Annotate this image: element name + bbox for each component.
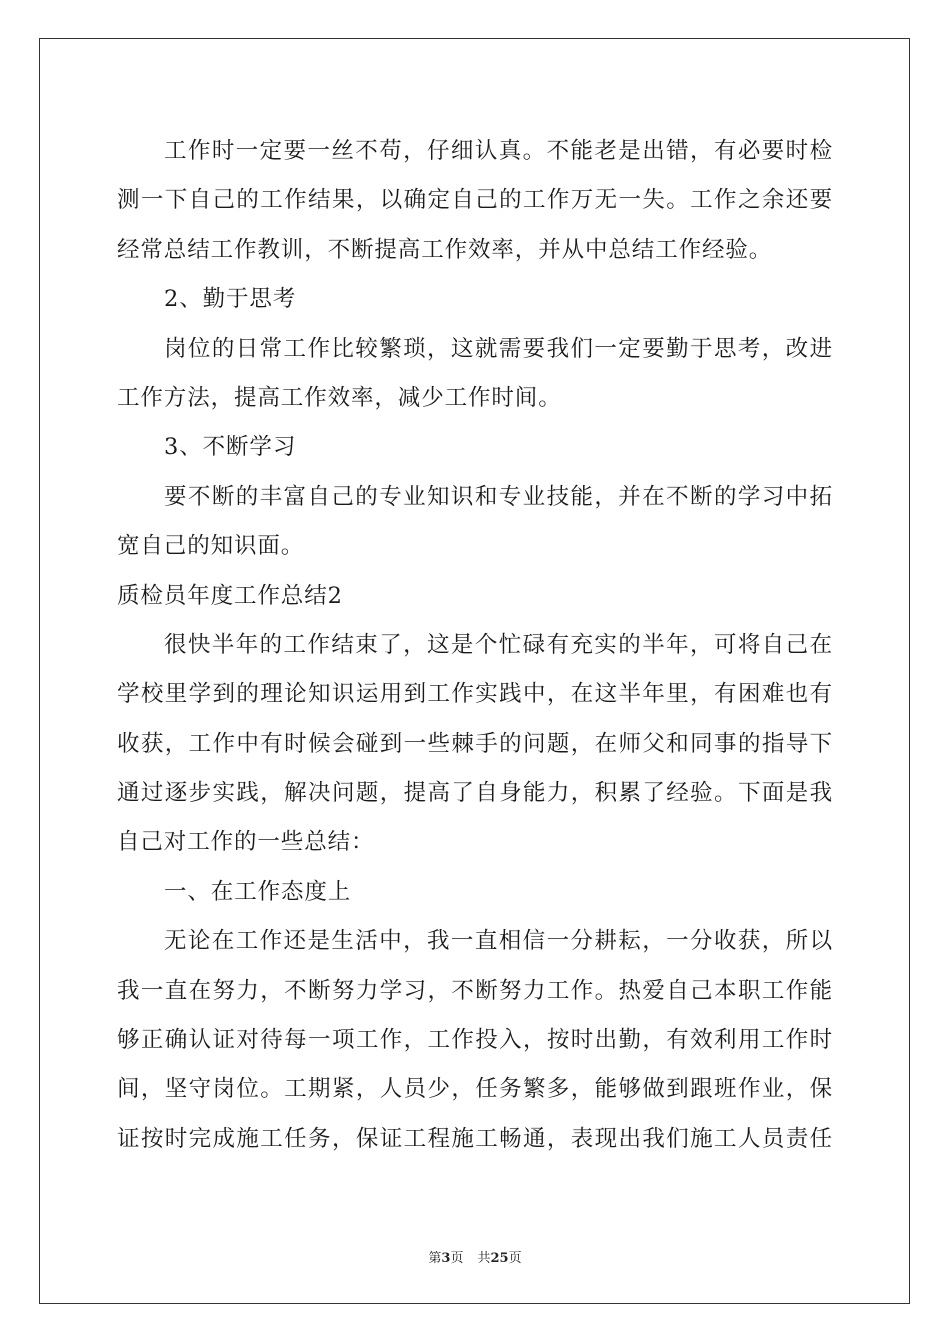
paragraph-line: 学校里学到的理论知识运用到工作实践中，在这半年里，有困难也有 (117, 681, 833, 708)
paragraph-line: 通过逐步实践，解决问题，提高了自身能力，积累了经验。下面是我 (117, 780, 833, 807)
paragraph-line: 无论在工作还是生活中，我一直相信一分耕耘，一分收获，所以 (164, 928, 833, 955)
page-current: 3 (441, 1251, 451, 1266)
paragraph-line: 宽自己的知识面。 (117, 533, 305, 560)
paragraph-line: 证按时完成施工任务，保证工程施工畅通，表现出我们施工人员责任 (117, 1125, 833, 1152)
paragraph-line: 测一下自己的工作结果，以确定自己的工作万无一失。工作之余还要 (117, 187, 833, 214)
paragraph-line: 我一直在努力，不断努力学习，不断努力工作。热爱自己本职工作能 (117, 977, 833, 1004)
paragraph-line: 够正确认证对待每一项工作，工作投入，按时出勤，有效利用工作时 (117, 1027, 833, 1054)
page-total: 25 (490, 1251, 509, 1266)
paragraph-line: 自己对工作的一些总结： (117, 829, 375, 856)
page-footer (0, 1247, 950, 1266)
total-prefix: 共 (477, 1251, 491, 1266)
total-suffix: 页 (508, 1251, 522, 1266)
section-heading: 一、在工作态度上 (164, 878, 352, 905)
section-heading: 3、不断学习 (164, 434, 297, 461)
paragraph-line: 收获，工作中有时候会碰到一些棘手的问题，在师父和同事的指导下 (117, 730, 833, 757)
paragraph-line: 工作时一定要一丝不苟，仔细认真。不能老是出错，有必要时检 (164, 138, 833, 164)
paragraph-line: 工作方法，提高工作效率，减少工作时间。 (117, 384, 562, 411)
paragraph-line: 要不断的丰富自己的专业知识和专业技能，并在不断的学习中拓 (164, 483, 833, 510)
paragraph-line: 很快半年的工作结束了，这是个忙碌有充实的半年，可将自己在 (164, 631, 833, 658)
paragraph-line: 经常总结工作教训，不断提高工作效率，并从中总结工作经验。 (117, 236, 773, 263)
document-body (117, 127, 833, 1164)
page-suffix: 页 (450, 1251, 464, 1266)
paragraph-line: 岗位的日常工作比较繁琐，这就需要我们一定要勤于思考，改进 (164, 335, 833, 362)
page-prefix: 第 (428, 1251, 442, 1266)
paragraph-line: 间，坚守岗位。工期紧，人员少，任务繁多，能够做到跟班作业，保 (117, 1076, 833, 1103)
document-title: 质检员年度工作总结2 (117, 582, 343, 609)
section-heading: 2、勤于思考 (164, 286, 297, 313)
